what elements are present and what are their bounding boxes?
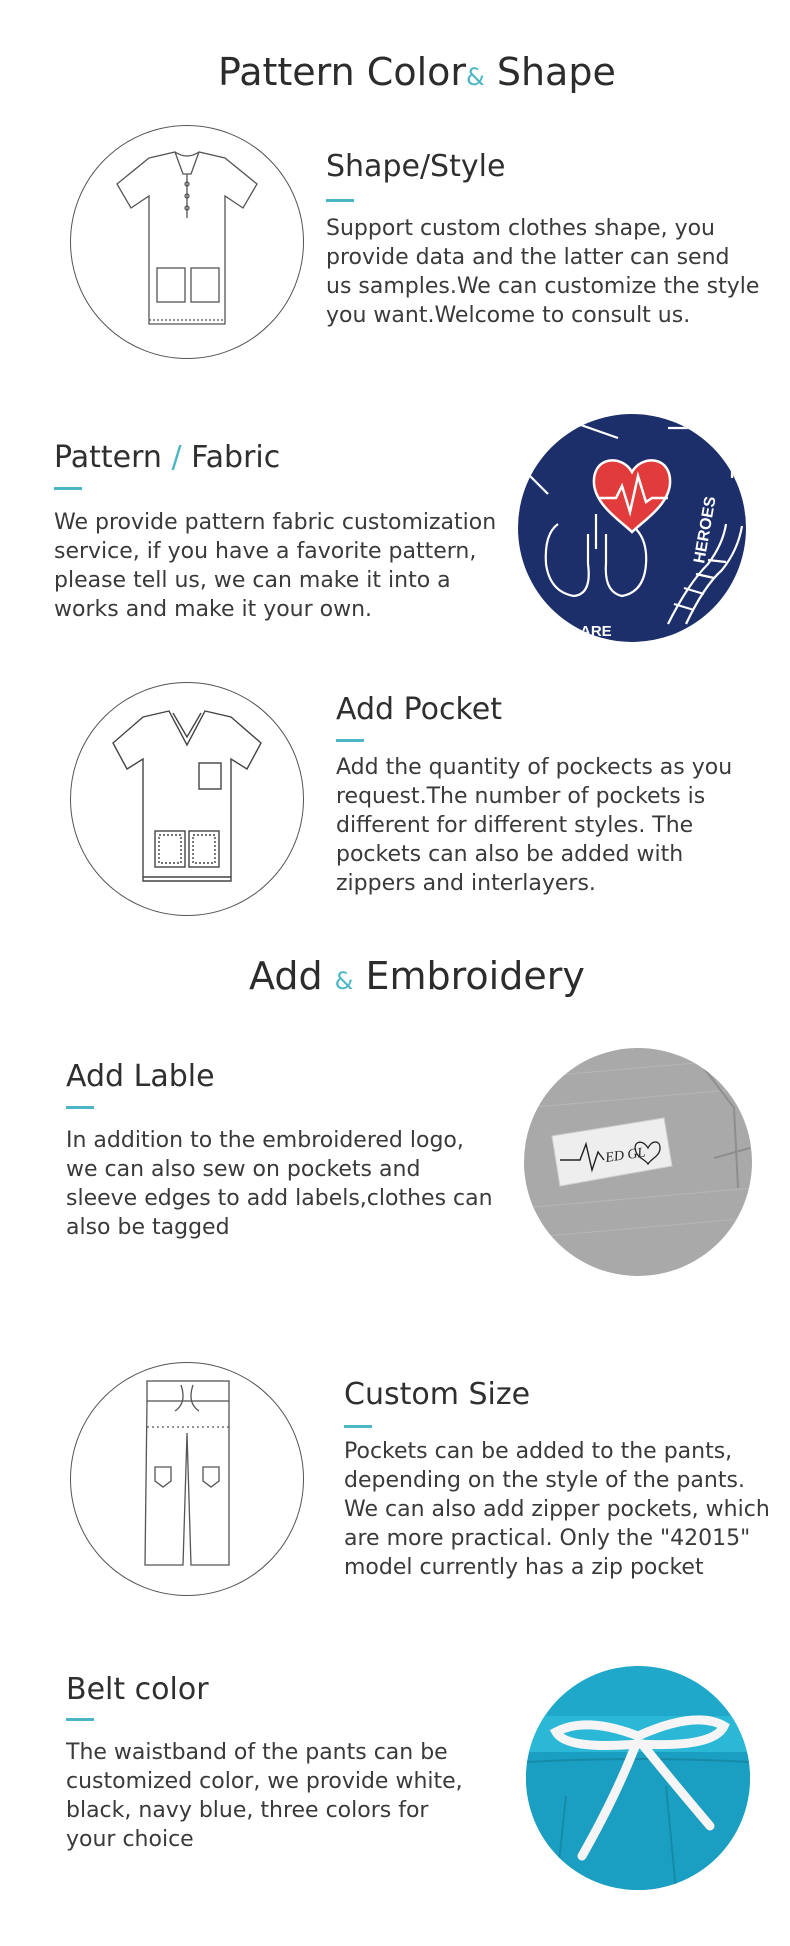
label-tag-text: ED GL <box>604 1145 647 1166</box>
shirt-illustration-circle <box>70 125 304 359</box>
size-description: Pockets can be added to the pants, depending on the style of the pants. We can also add zipper pockets, which are more practical. Only the "42015" model currently has a zip pocket <box>344 1439 770 1580</box>
sewn-label-image <box>524 1048 752 1276</box>
vneck-scrub-top-icon <box>71 683 303 915</box>
vneck-shirt-illustration-circle <box>70 682 304 916</box>
belt-accent-bar <box>66 1718 94 1721</box>
print-text-heroes: HEROES <box>691 495 720 565</box>
pattern-title <box>54 440 280 475</box>
pocket-description: Add the quantity of pockects as you request.The number of pockets is different for different styles. The pockets can also be added with zippers and interlayers. <box>336 755 733 896</box>
shape-accent-bar <box>326 199 354 202</box>
heading2-ampersand: & <box>334 967 354 995</box>
pattern-title-slash: / <box>171 440 182 475</box>
henley-shirt-icon <box>71 126 303 358</box>
pocket-title: Add Pocket <box>336 692 503 727</box>
scrub-pants-icon <box>71 1363 303 1595</box>
belt-description: The waistband of the pants can be customized color, we provide white, black, navy blue, three colors for your choice <box>66 1740 463 1852</box>
waistband-photo <box>526 1666 750 1890</box>
heading-ampersand: & <box>466 63 485 91</box>
size-title: Custom Size <box>344 1377 531 1412</box>
pants-illustration-circle <box>70 1362 304 1596</box>
drawstring-waistband-image <box>526 1666 750 1890</box>
belt-title: Belt color <box>66 1672 209 1707</box>
label-description: In addition to the embroidered logo, we can also sew on pockets and sleeve edges to add labels,clothes can also be tagged <box>66 1128 493 1240</box>
fabric-label-photo <box>524 1048 752 1276</box>
pattern-description: We provide pattern fabric customization service, if you have a favorite pattern, please tell us, we can make it into a works and make it your own. <box>54 510 497 622</box>
pattern-title-right: Fabric <box>191 440 281 475</box>
fabric-print-photo <box>518 414 746 642</box>
label-accent-bar <box>66 1106 94 1109</box>
print-text-are: ARE <box>580 623 612 640</box>
shape-title: Shape/Style <box>326 149 506 184</box>
label-title: Add Lable <box>66 1059 215 1094</box>
heading-left: Pattern Color <box>218 50 467 94</box>
section-heading-embroidery <box>249 954 585 998</box>
heading2-right: Embroidery <box>365 954 585 998</box>
section-heading-pattern <box>218 50 616 94</box>
heading2-left: Add <box>249 954 323 998</box>
pattern-title-left: Pattern <box>54 440 162 475</box>
heading-right: Shape <box>496 50 616 94</box>
pattern-accent-bar <box>54 487 82 490</box>
size-accent-bar <box>344 1425 372 1428</box>
pocket-accent-bar <box>336 739 364 742</box>
shape-description: Support custom clothes shape, you provide data and the latter can send us samples.We can customize the style you want.Welcome to consult us. <box>326 216 760 328</box>
medical-print-pattern <box>518 414 746 642</box>
